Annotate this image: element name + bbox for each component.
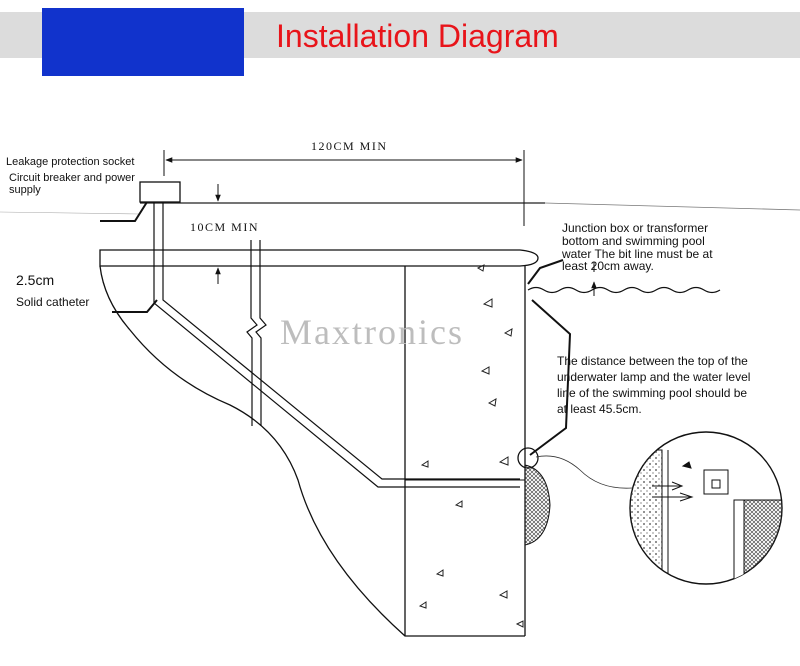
label-junction-line3: water The bit line must be at <box>562 247 713 261</box>
junction-box <box>140 182 180 202</box>
power-cable <box>247 240 266 426</box>
label-dim-120: 120CM MIN <box>311 139 388 153</box>
label-dim-10: 10CM MIN <box>190 220 260 234</box>
watermark: Maxtronics <box>280 312 464 352</box>
label-junction-line2: bottom and swimming pool <box>562 234 705 248</box>
label-lamp-line4: at least 45.5cm. <box>557 402 642 416</box>
ground-lines <box>0 203 800 214</box>
pool-outline <box>100 250 538 636</box>
water-surface <box>528 288 720 293</box>
label-catheter: Solid catheter <box>16 295 90 309</box>
label-junction-line1: Junction box or transformer <box>562 221 709 235</box>
label-leakage-socket: Leakage protection socket <box>6 156 135 168</box>
label-depth: 2.5cm <box>16 272 55 288</box>
page-title: Installation Diagram <box>276 18 559 54</box>
underwater-lamp <box>518 448 550 545</box>
label-breaker-line2: supply <box>9 184 41 196</box>
label-lamp-line3: line of the swimming pool should be <box>557 386 748 400</box>
label-lamp-line1: The distance between the top of the <box>557 354 748 368</box>
label-junction-line4: least 20cm away. <box>562 259 654 273</box>
label-breaker-line1: Circuit breaker and power <box>9 172 135 184</box>
label-lamp-line2: underwater lamp and the water level <box>557 370 751 384</box>
detail-view <box>536 432 784 590</box>
